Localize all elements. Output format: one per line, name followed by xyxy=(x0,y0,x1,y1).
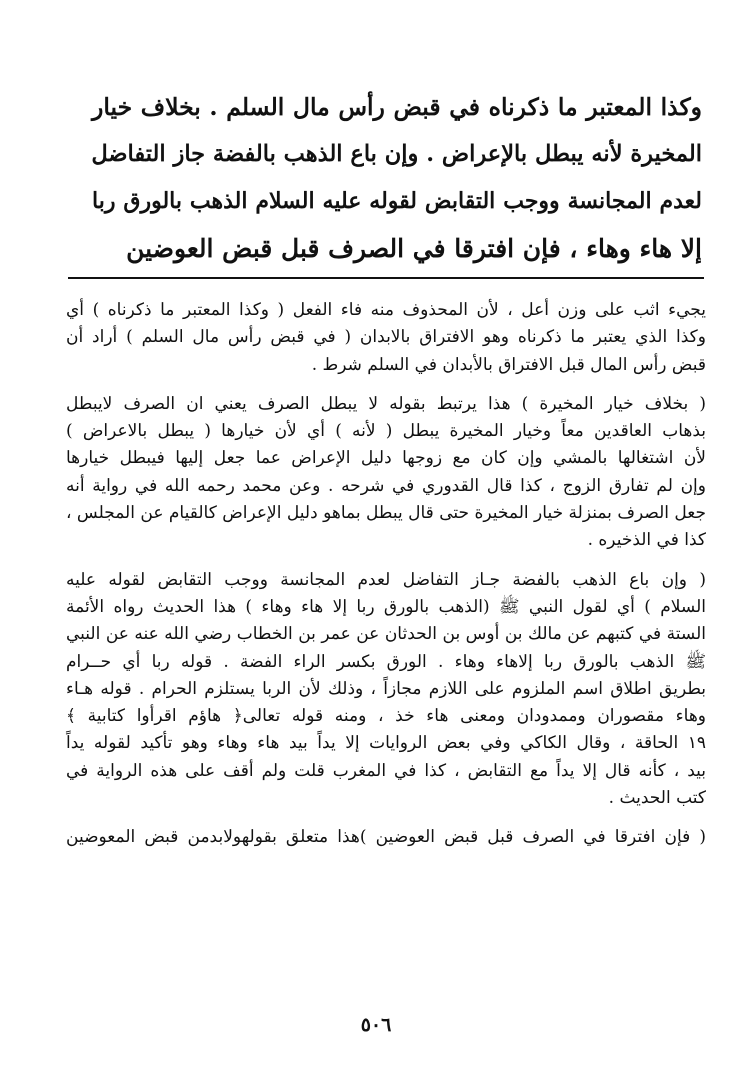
commentary-line: كذا في الذخيره . xyxy=(587,530,706,551)
commentary-line: ١٩ الحاقة ، وقال الكاكي وفي بعض الروايات إلا يداً بيد هاء وهاء وهو تأكيد لقوله يداً xyxy=(66,733,706,754)
commentary-line: وهاء مقصوران وممدودان ومعنى هاء خذ ، ومنه قوله تعالى﴿ هاؤم اقرأوا كتابية ﴾ xyxy=(66,706,706,727)
commentary-line: ( فإن افترقا في الصرف قبل قبض العوضين )هذا متعلق بقولهولابدمن قبض المعوضين xyxy=(66,827,706,848)
commentary-paragraph xyxy=(66,567,706,813)
commentary-line: يجيء اثب على وزن أعل ، لأن المحذوف منه فاء الفعل ( وكذا المعتبر ما ذكرناه ) أي xyxy=(66,300,706,320)
commentary-line: وكذا الذي يعتبر ما ذكرناه وهو الافتراق بالابدان ( في قبض رأس مال السلم ) أراد أن xyxy=(66,327,706,348)
commentary-line: ( بخلاف خيار المخيرة ) هذا يرتبط بقوله لا يبطل الصرف يعني ان الصرف لايبطل xyxy=(66,393,706,414)
commentary-line: السلام ) أي لقول النبي ﷺ (الذهب بالورق ربا إلا هاء وهاء ) هذا الحديث رواه الأئمة xyxy=(66,596,706,617)
commentary-paragraph xyxy=(66,391,706,555)
commentary-paragraph xyxy=(66,297,706,379)
commentary-paragraph xyxy=(66,824,706,851)
separator-rule xyxy=(68,277,704,279)
commentary-line: كتب الحديث . xyxy=(608,788,706,809)
commentary-line: ﷺ الذهب بالورق ربا إلاهاء وهاء . الورق بكسر الراء الفضة . قوله ربا أي حــرام xyxy=(66,651,706,672)
main-text-block xyxy=(92,84,702,272)
commentary-line: بذهاب العاقدين معاً وخيار المخيرة يبطل ( لأنه ) أي لأن خيارها ( يبطل بالاعراض ) xyxy=(66,421,706,442)
main-text-line: المخيرة لأنه يبطل بالإعراض . وإن باع الذهب بالفضة جاز التفاضل xyxy=(91,141,702,167)
commentary-line: الستة في كتبهم عن مالك بن أوس بن الحدثان عن عمر بن الخطاب رضي الله عنه عن النبي xyxy=(66,624,706,645)
main-text-line: إلا هاء وهاء ، فإن افترقا في الصرف قبل قبض العوضين xyxy=(126,234,702,263)
commentary-line: لأن اشتغالها بالمشي وإن كان مع زوجها دليل الإعراض عما جعل إليها فيبطل خيارها xyxy=(66,448,706,469)
commentary-block xyxy=(66,297,706,864)
commentary-line: وإن لم تفارق الزوج ، كذا قال القدوري في شرحه . وعن محمد رحمه الله في رواية أنه xyxy=(66,475,706,496)
commentary-line: جعل الصرف بمنزلة خيار المخيرة حتى قال يبطل بماهو دليل الإعراض كالقيام عن المجلس ، xyxy=(66,503,706,524)
page-number: ٥٠٦ xyxy=(360,1014,392,1036)
main-text-line: لعدم المجانسة ووجب التقابض لقوله عليه السلام الذهب بالورق ربا xyxy=(92,188,702,214)
commentary-line: بيد ، كأنه قال إلا يداً مع التقابض ، كذا في المغرب قلت ولم أقف على هذه الرواية في xyxy=(66,760,706,781)
commentary-line: قبض رأس المال قبل الافتراق بالأبدان في السلم شرط . xyxy=(311,354,706,375)
commentary-line: بطريق اطلاق اسم الملزوم على اللازم مجازاً ، وذلك لأن الربا يستلزم الحرام . قوله هـاء xyxy=(66,678,706,699)
commentary-line: ( وإن باع الذهب بالفضة جـاز التفاضل لعدم المجانسة ووجب التقابض لقوله عليه xyxy=(66,569,706,590)
main-text-line: وكذا المعتبر ما ذكرناه في قبض رأس مال السلم . بخلاف خيار xyxy=(92,93,702,121)
